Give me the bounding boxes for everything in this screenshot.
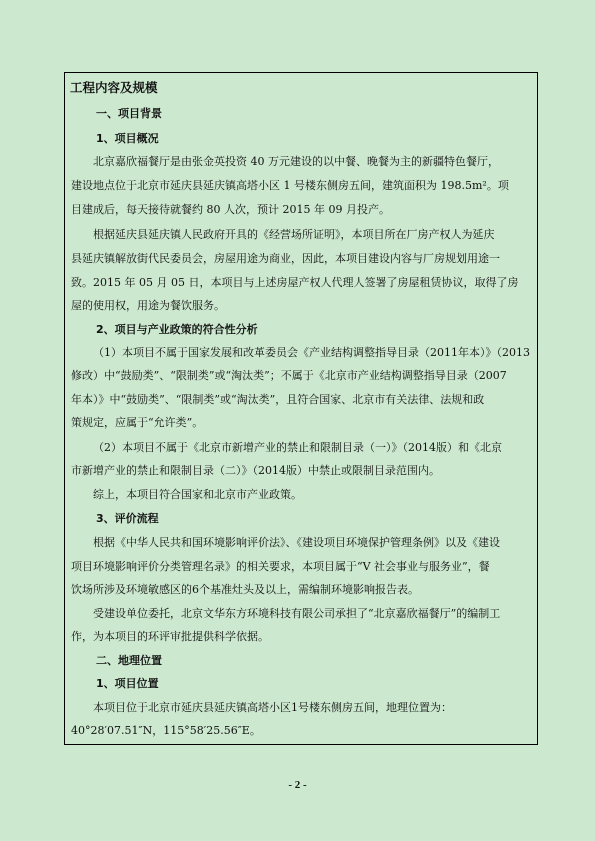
paragraph-line: 受建设单位委托，北京文华东方环境科技有限公司承担了“北京嘉欣福餐厅”的编制工 [93, 607, 501, 620]
paragraph-line: 根据《中华人民共和国环境影响评价法》、《建设项目环境保护管理条例》以及《建设 [93, 536, 500, 549]
content-frame [64, 72, 538, 745]
paragraph-line: 建设地点位于北京市延庆县延庆镇高塔小区 1 号楼东侧房五间，建筑面积为 198.5m²。项 [71, 179, 509, 192]
heading-evaluation-process: 3、评价流程 [96, 512, 159, 525]
paragraph-line: 策规定，应属于“允许类”。 [71, 416, 204, 429]
heading-project-overview: 1、项目概况 [96, 132, 159, 145]
paragraph-line: （2）本项目不属于《北京市新增产业的禁止和限制目录（一）》（2014版）和《北京 [93, 441, 502, 454]
paragraph-line: （1）本项目不属于国家发展和改革委员会《产业结构调整指导目录（2011年本）》（2013 [93, 346, 530, 359]
paragraph-line: 根据延庆县延庆镇人民政府开具的《经营场所证明》，本项目所在厂房产权人为延庆 [93, 228, 495, 241]
heading-policy-analysis: 2、项目与产业政策的符合性分析 [96, 323, 258, 336]
paragraph-line: 县延庆镇解放街代民委员会，房屋用途为商业，因此，本项目建设内容与厂房规划用途一 [71, 252, 500, 265]
paragraph-line: 市新增产业的禁止和限制目录（二）》（2014版）中禁止或限制目录范围内。 [71, 464, 440, 477]
paragraph-line: 目建成后，每天接待就餐约 80 人次，预计 2015 年 09 月投产。 [71, 203, 390, 216]
heading-project-background: 一、项目背景 [96, 107, 162, 120]
paragraph-line: 饮场所涉及环境敏感区的6个基准灶头及以上，需编制环境影响报告表。 [71, 583, 419, 596]
paragraph-line: 作，为本项目的环评审批提供科学依据。 [71, 630, 269, 643]
paragraph-line: 屋的使用权，用途为餐饮服务。 [71, 299, 225, 312]
page-number: - 2 - [288, 779, 307, 791]
paragraph-line: 项目环境影响评价分类管理名录》的相关要求，本项目属于“V 社会事业与服务业”，餐 [71, 560, 490, 573]
section-title: 工程内容及规模 [70, 80, 158, 95]
paragraph-line: 修改）中“鼓励类”、“限制类”或“淘汰类”；不属于《北京市产业结构调整指导目录（2007 [71, 369, 507, 382]
heading-project-location: 1、项目位置 [96, 677, 159, 690]
paragraph-line: 本项目位于北京市延庆县延庆镇高塔小区1号楼东侧房五间，地理位置为： [93, 701, 452, 714]
paragraph-line: 综上，本项目符合国家和北京市产业政策。 [93, 488, 302, 501]
heading-geographic-location: 二、地理位置 [96, 654, 162, 667]
paragraph-line: 40°28′07.51″N，115°58′25.56″E。 [71, 724, 261, 737]
paragraph-line: 北京嘉欣福餐厅是由张金英投资 40 万元建设的以中餐、晚餐为主的新疆特色餐厅， [93, 155, 499, 168]
paragraph-line: 年本）》中“鼓励类”、“限制类”或“淘汰类”，且符合国家、北京市有关法律、法规和政 [71, 393, 485, 406]
paragraph-line: 致。2015 年 05 月 05 日，本项目与上述房屋产权人代理人签署了房屋租赁协议，取得了房 [71, 276, 519, 289]
